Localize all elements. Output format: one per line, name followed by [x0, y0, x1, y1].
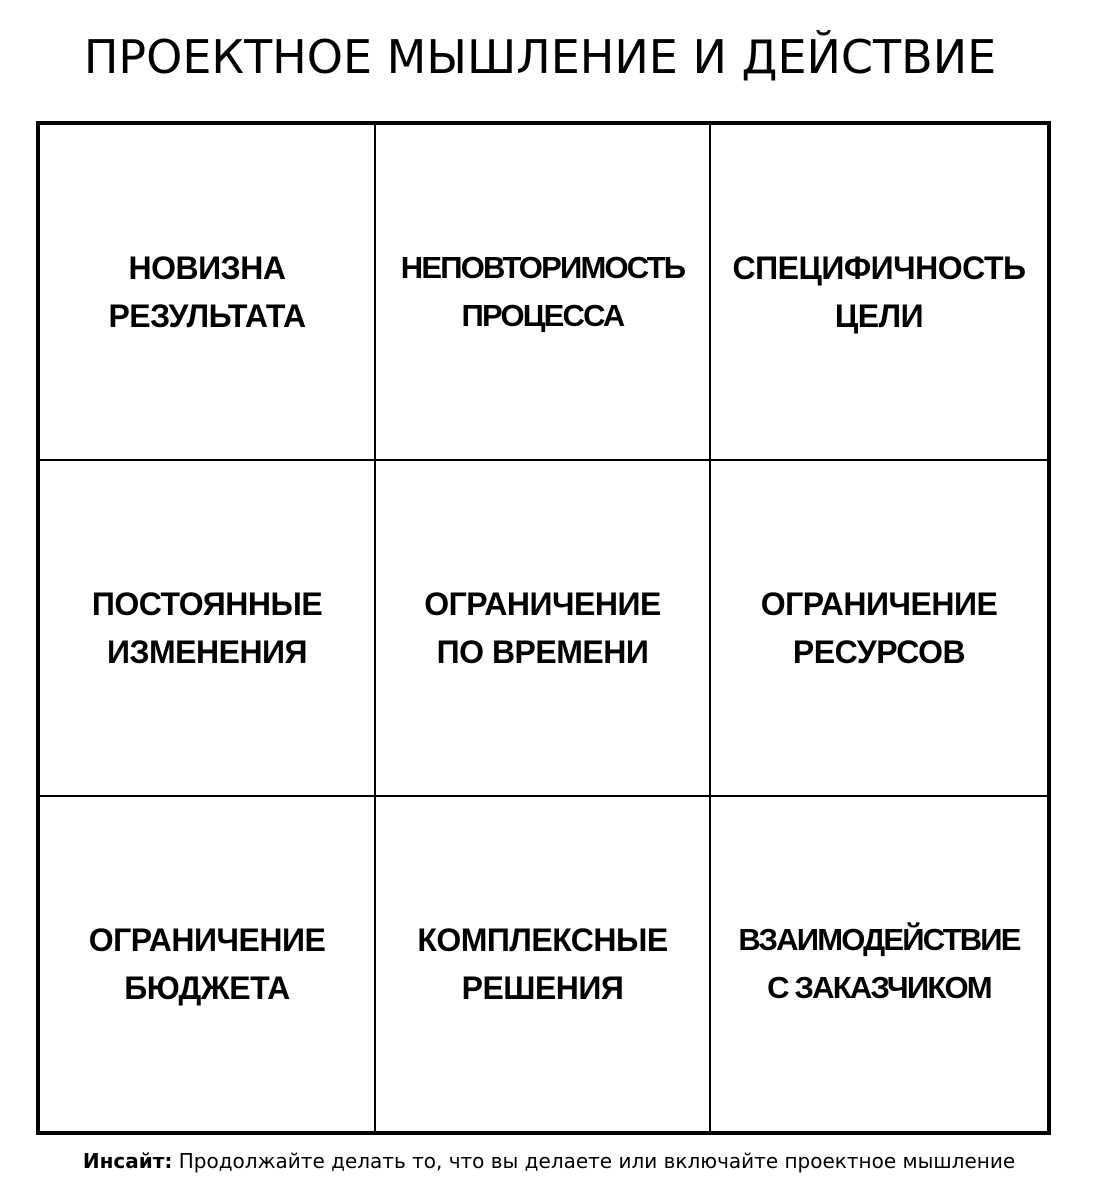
cell-label-line: ОГРАНИЧЕНИЕ [424, 586, 661, 622]
cell-label [417, 916, 667, 1012]
cell-label-line: БЮДЖЕТА [124, 970, 290, 1006]
cell-label [424, 580, 661, 676]
cell-label-line: КОМПЛЕКСНЫЕ [417, 922, 668, 958]
cell-label-line: ОГРАНИЧЕНИЕ [760, 586, 998, 622]
cell-label-line: ЦЕЛИ [834, 298, 924, 334]
cell-label [89, 916, 326, 1012]
cell-label [92, 580, 322, 676]
cell-budget-limit [40, 797, 376, 1131]
project-matrix-grid [36, 121, 1051, 1135]
cell-customer-interaction [711, 797, 1047, 1131]
cell-label-line: ПО ВРЕМЕНИ [436, 634, 649, 670]
insight-footer [0, 1146, 1098, 1176]
cell-label-line: НОВИЗНА [128, 250, 286, 286]
cell-label-line: ВЗАИМОДЕЙСТВИЕ [738, 922, 1020, 957]
cell-time-limit [376, 461, 711, 797]
cell-label-line: НЕПОВТОРИМОСТЬ [400, 250, 685, 285]
cell-complex-solutions [376, 797, 711, 1131]
cell-label [401, 244, 684, 340]
cell-label-line: ПРОЦЕССА [461, 298, 624, 333]
cell-label-line: РЕСУРСОВ [792, 634, 966, 670]
cell-novelty-of-result [40, 125, 376, 461]
cell-label-line: СПЕЦИФИЧНОСТЬ [732, 250, 1026, 286]
cell-specificity-of-goal [711, 125, 1047, 461]
cell-constant-changes [40, 461, 376, 797]
cell-resource-limit [711, 461, 1047, 797]
insight-text: Продолжайте делать то, что вы делаете или включайте проектное мышление [172, 1149, 1016, 1173]
cell-label [108, 244, 305, 340]
insight-label: Инсайт: [82, 1149, 173, 1173]
page-title: ПРОЕКТНОЕ МЫШЛЕНИЕ И ДЕЙСТВИЕ [83, 30, 997, 84]
cell-label [733, 244, 1026, 340]
cell-label-line: ОГРАНИЧЕНИЕ [88, 922, 326, 958]
cell-label-line: РЕШЕНИЯ [461, 970, 624, 1006]
cell-label-line: ИЗМЕНЕНИЯ [106, 634, 308, 670]
cell-label-line: РЕЗУЛЬТАТА [108, 298, 306, 334]
cell-uniqueness-of-process [376, 125, 711, 461]
cell-label-line: ПОСТОЯННЫЕ [91, 586, 323, 622]
cell-label [738, 916, 1019, 1012]
cell-label-line: С ЗАКАЗЧИКОМ [767, 970, 991, 1005]
cell-label [761, 580, 998, 676]
